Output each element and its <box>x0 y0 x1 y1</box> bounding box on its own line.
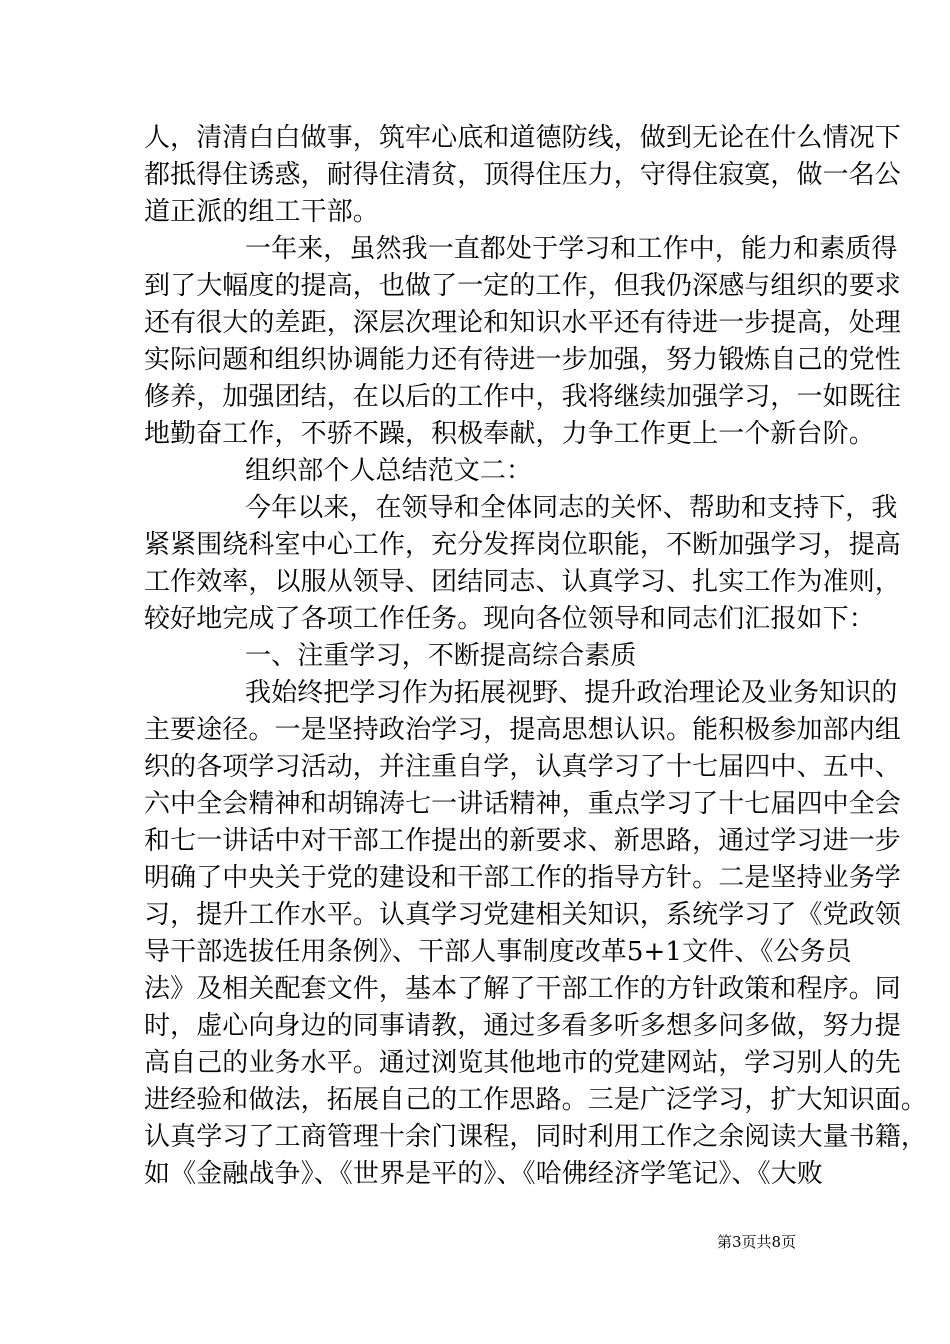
text-line: 法》及相关配套文件，基本了解了干部工作的方针政策和程序。同 <box>144 974 901 1004</box>
text-line: 道正派的组工干部。 <box>144 197 379 227</box>
text-line: 和七一讲话中对干部工作提出的新要求、新思路，通过学习进一步 <box>144 826 901 856</box>
text-line: 较好地完成了各项工作任务。现向各位领导和同志们汇报如下： <box>144 604 875 634</box>
text-line: 进经验和做法，拓展自己的工作思路。三是广泛学习，扩大知识面。 <box>144 1085 928 1115</box>
text-line: 人，清清白白做事，筑牢心底和道德防线，做到无论在什么情况下 <box>144 123 901 153</box>
text-line: 六中全会精神和胡锦涛七一讲话精神，重点学习了十七届四中全会 <box>144 789 901 819</box>
text-line: 都抵得住诱惑，耐得住清贫，顶得住压力，守得住寂寞，做一名公 <box>144 160 901 190</box>
text-line: 实际问题和组织协调能力还有待进一步加强，努力锻炼自己的党性 <box>144 345 901 375</box>
page-number: 第3页共8页 <box>717 1233 797 1251</box>
section-heading: 组织部个人总结范文二： <box>245 456 533 486</box>
paragraph-first-line: 一年来，虽然我一直都处于学习和工作中，能力和素质得 <box>245 234 898 264</box>
subsection-heading: 一、注重学习，不断提高综合素质 <box>245 641 637 671</box>
text-line: 习，提升工作水平。认真学习党建相关知识，系统学习了《党政领 <box>144 900 901 930</box>
paragraph-first-line: 今年以来，在领导和全体同志的关怀、帮助和支持下，我 <box>245 493 898 523</box>
text-line: 地勤奋工作，不骄不躁，积极奉献，力争工作更上一个新台阶。 <box>144 419 875 449</box>
text-line: 认真学习了工商管理十余门课程，同时利用工作之余阅读大量书籍， <box>144 1122 928 1152</box>
text-line: 工作效率，以服从领导、团结同志、认真学习、扎实工作为准则， <box>144 567 901 597</box>
text-line: 紧紧围绕科室中心工作，充分发挥岗位职能，不断加强学习，提高 <box>144 530 901 560</box>
paragraph-first-line: 我始终把学习作为拓展视野、提升政治理论及业务知识的 <box>245 678 898 708</box>
text-line: 高自己的业务水平。通过浏览其他地市的党建网站，学习别人的先 <box>144 1048 901 1078</box>
text-line: 主要途径。一是坚持政治学习，提高思想认识。能积极参加部内组 <box>144 715 901 745</box>
text-line: 修养，加强团结，在以后的工作中，我将继续加强学习，一如既往 <box>144 382 901 412</box>
text-line: 时，虚心向身边的同事请教，通过多看多听多想多问多做，努力提 <box>144 1011 901 1041</box>
text-line: 明确了中央关于党的建设和干部工作的指导方针。二是坚持业务学 <box>144 863 901 893</box>
text-line: 到了大幅度的提高，也做了一定的工作，但我仍深感与组织的要求 <box>144 271 901 301</box>
text-line: 导干部选拔任用条例》、干部人事制度改革5+1文件、《公务员 <box>144 937 852 967</box>
text-line: 如《金融战争》、《世界是平的》、《哈佛经济学笔记》、《大败 <box>144 1159 823 1189</box>
text-line: 织的各项学习活动，并注重自学，认真学习了十七届四中、五中、 <box>144 752 901 782</box>
text-line: 还有很大的差距，深层次理论和知识水平还有待进一步提高，处理 <box>144 308 901 338</box>
